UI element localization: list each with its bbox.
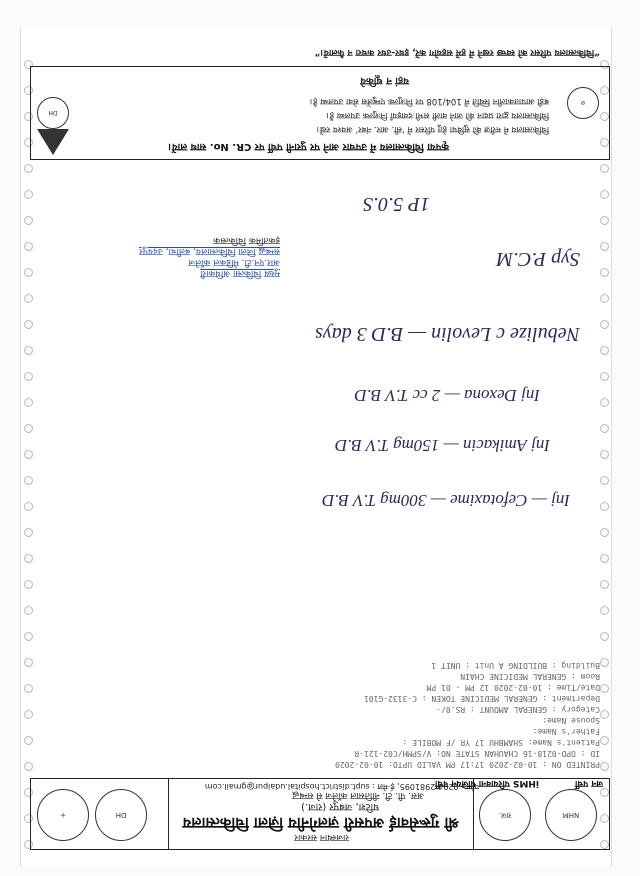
hospital-contact: फोन : 0294-2981095, ई-मेल : supt.district.hospital.udaipur@gmail.com	[204, 782, 479, 791]
notice-box	[30, 66, 610, 160]
ihms-label: iHMS परियावना पंजियन पर्ची	[435, 778, 539, 788]
hospital-name: श्री गुरूसेवाई अपसरी ज़लगेनीय ज़िला चिकित्सालय	[182, 814, 459, 832]
stamp-line: आर.एन.टी. मेडिकल कॉलेज	[188, 257, 280, 267]
rx-line: Inj — Cefotaxime — 300mg T.V B.D	[322, 491, 570, 510]
red-cross-seal-icon: +	[37, 789, 89, 841]
patient-info-row: Department : GENERAL MEDICINE TOKEN : C-3132-G101	[363, 694, 600, 703]
patient-info-row: Building : BUILDING A Unit : UNIT 1	[431, 661, 600, 670]
patient-info-row: Father's Name:	[532, 727, 600, 736]
hospital-seal-icon: DH	[37, 97, 69, 129]
notice-line: चिकित्सालय द्वारा प्रदान की जाने वाली सभी दवाइयाँ निःशुल्क उपलब्ध हैं।	[326, 110, 549, 120]
stamp-line: इकतमिक चिकित्सक	[213, 235, 280, 245]
nhm-logo-icon: NHM	[545, 789, 597, 841]
footer-note: “चिकित्सालय परिसर को स्वच्छ रखने में हमें सहयोग करें, इधर-उधर कचरा न फैलायें।”	[314, 47, 600, 57]
patient-info-row: Date/Time : 10-02-2020 12 PM - 01 PM	[426, 683, 600, 692]
hospital-seal-icon: DH	[95, 789, 147, 841]
patient-info-row: Patient's Name: SHAMBHU 17 YR /F MOBILE :	[402, 738, 600, 747]
hospital-header	[30, 778, 610, 850]
hospital-city: घटिश, जबपुर (राज.)	[301, 801, 379, 812]
patient-info-row: PRINTED ON : 10-02-2020 17:17 PM VALID UPTO: 10-02-2020	[335, 760, 600, 769]
patient-info-row: ID : OPD-0218-16 CHAUHAN STATE NO: V/SPMH/C02·121-R	[354, 749, 600, 758]
notice-line: चिकित्सालय में मरीज़ की सुविधा हेतु परिसर में ‘सी. आर. नंबर’ अवश्य रखें।	[316, 124, 549, 134]
warning-triangle-icon	[37, 129, 69, 155]
patient-info-row: Room : GENERAL MEDICINE CHAIN	[460, 672, 600, 681]
notice-title: कृपया चिकित्सालय में उपचार आने पर पुरानी पर्ची पर CR. No. साथ लायें।	[168, 141, 449, 152]
rx-line: 1P 5.0.S	[363, 193, 430, 215]
stamp-line: सम्बद्ध जिला चिकित्सालय, बलीचा, उदयपुर	[139, 246, 280, 256]
hospital-address: अस. पी. टी. नीतिसाल कॉलेज से सम्बद्ध	[292, 790, 424, 800]
govt-label: राजस्थान सरकार	[294, 832, 349, 842]
rx-line: Syp P.C.M	[496, 248, 580, 270]
doctor-stamp	[139, 234, 280, 278]
rotated-prescription	[30, 40, 610, 850]
stamp-line: मुख्य चिकित्सा अधिकारी	[200, 268, 280, 278]
notice-brand: यहां न थूकिये	[360, 75, 409, 86]
rajasthan-emblem-icon: राज.	[479, 789, 531, 841]
patient-info-row: Spouse Name:	[542, 716, 600, 725]
no-spitting-icon: ⊘	[567, 87, 599, 119]
opd-slip-label: जन पर्ची	[575, 778, 603, 788]
patient-info-row: Category : GENERAL AMOUNT : RS.0/-	[436, 705, 600, 714]
rx-line: Nebulize c Levolin — B.D 3 days	[315, 323, 580, 345]
rx-line: Inj Amikacin — 150mg T.V B.D	[335, 436, 550, 455]
rx-line: Inj Dexona — 2 cc T.V B.D	[354, 386, 540, 405]
patient-info	[40, 660, 600, 770]
notice-line: बड़ी आपातकालीन स्थिति में 104/108 पर निःशुल्क एम्बुलेंस सेवा उपलब्ध है।	[309, 96, 549, 106]
